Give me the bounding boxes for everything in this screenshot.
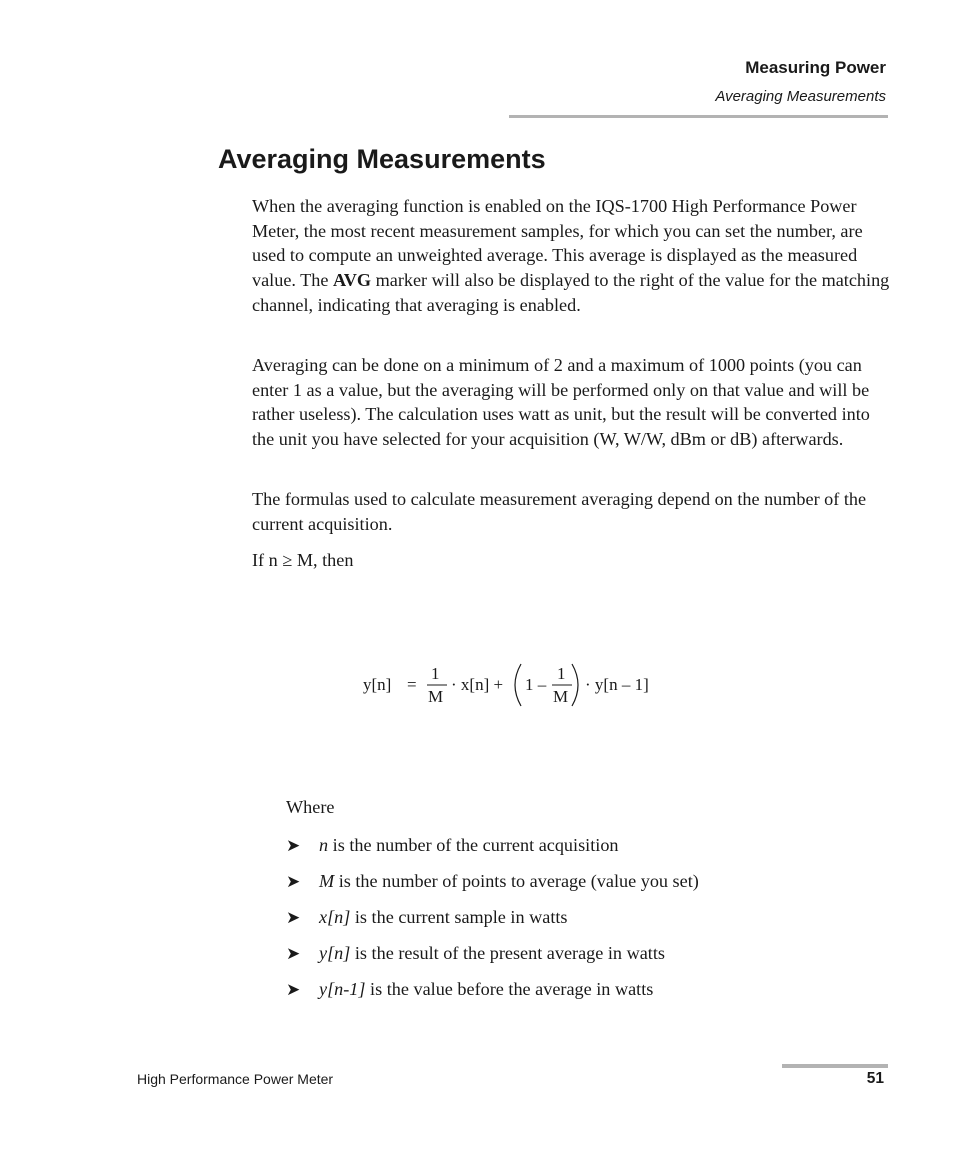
formula-one-minus: 1 – — [525, 675, 547, 694]
averaging-formula — [363, 660, 663, 710]
list-item-yn-1 — [286, 977, 699, 1013]
formula-frac2-num: 1 — [557, 664, 566, 683]
bullet-arrow-icon: ➤ — [286, 872, 301, 891]
formula-right-paren — [572, 664, 578, 706]
list-item-text — [319, 905, 568, 929]
variable-name: M — [319, 871, 335, 891]
variable-name: y[n] — [319, 943, 351, 963]
formula-term1: · x[n] + — [451, 675, 504, 694]
paragraph-condition: If n ≥ M, then — [252, 550, 354, 570]
where-label: Where — [286, 797, 335, 817]
running-header-subsection: Averaging Measurements — [715, 88, 886, 105]
variable-description: is the result of the present average in watts — [350, 943, 665, 963]
variable-name: y[n-1] — [319, 979, 366, 999]
paragraph-intro-text-b: marker will also be displayed to the right of the value for the matching channel, indicating that averaging is enabled. — [252, 270, 890, 315]
variable-description: is the number of the current acquisition — [328, 835, 619, 855]
variable-description: is the current sample in watts — [350, 907, 568, 927]
formula-term2: · y[n – 1] — [585, 675, 649, 694]
variable-definitions-list — [286, 833, 699, 1013]
header-rule — [509, 115, 888, 118]
variable-description: is the number of points to average (value you set) — [334, 871, 699, 891]
list-item-m — [286, 869, 699, 905]
running-header-section: Measuring Power — [745, 58, 886, 77]
formula-frac2-den: M — [553, 687, 569, 706]
bullet-arrow-icon: ➤ — [286, 980, 301, 999]
formula-frac1-num: 1 — [431, 664, 440, 683]
list-item-text — [319, 977, 653, 1001]
formula-lhs: y[n] — [363, 675, 392, 694]
bullet-arrow-icon: ➤ — [286, 908, 301, 927]
paragraph-range: Averaging can be done on a minimum of 2 and a maximum of 1000 points (you can enter 1 as a value, but the averaging will be performed only on that value and will be rather useless). The calculation uses watt as unit, but the result will be converted into the unit you have selected for your acquisition (W, W/W, dBm or dB) afterwards. — [252, 355, 870, 450]
footer-product-name: High Performance Power Meter — [137, 1071, 334, 1087]
bullet-arrow-icon: ➤ — [286, 944, 301, 963]
formula-left-paren — [515, 664, 521, 706]
list-item-xn — [286, 905, 699, 941]
bullet-arrow-icon: ➤ — [286, 836, 301, 855]
footer-rule — [782, 1064, 888, 1068]
variable-description: is the value before the average in watts — [365, 979, 654, 999]
variable-name: n — [319, 835, 329, 855]
variable-name: x[n] — [319, 907, 351, 927]
page-number: 51 — [866, 1070, 884, 1087]
paragraph-intro — [252, 194, 892, 318]
page-title: Averaging Measurements — [218, 144, 546, 174]
list-item-n — [286, 833, 699, 869]
formula-equals: = — [407, 675, 417, 694]
list-item-text — [319, 941, 665, 965]
avg-marker-label: AVG — [332, 270, 372, 291]
formula-frac1-den: M — [428, 687, 444, 706]
list-item-text — [319, 869, 699, 893]
list-item-text — [319, 833, 619, 857]
paragraph-intro-text-a: When the averaging function is enabled on the IQS-1700 High Performance Power Meter, the most recent measurement samples, for which you can set the number, are used to compute an unweighted average. This average is displayed as the measured value. The — [252, 196, 863, 291]
list-item-yn — [286, 941, 699, 977]
paragraph-formulas: The formulas used to calculate measurement averaging depend on the number of the current acquisition. — [252, 489, 867, 534]
